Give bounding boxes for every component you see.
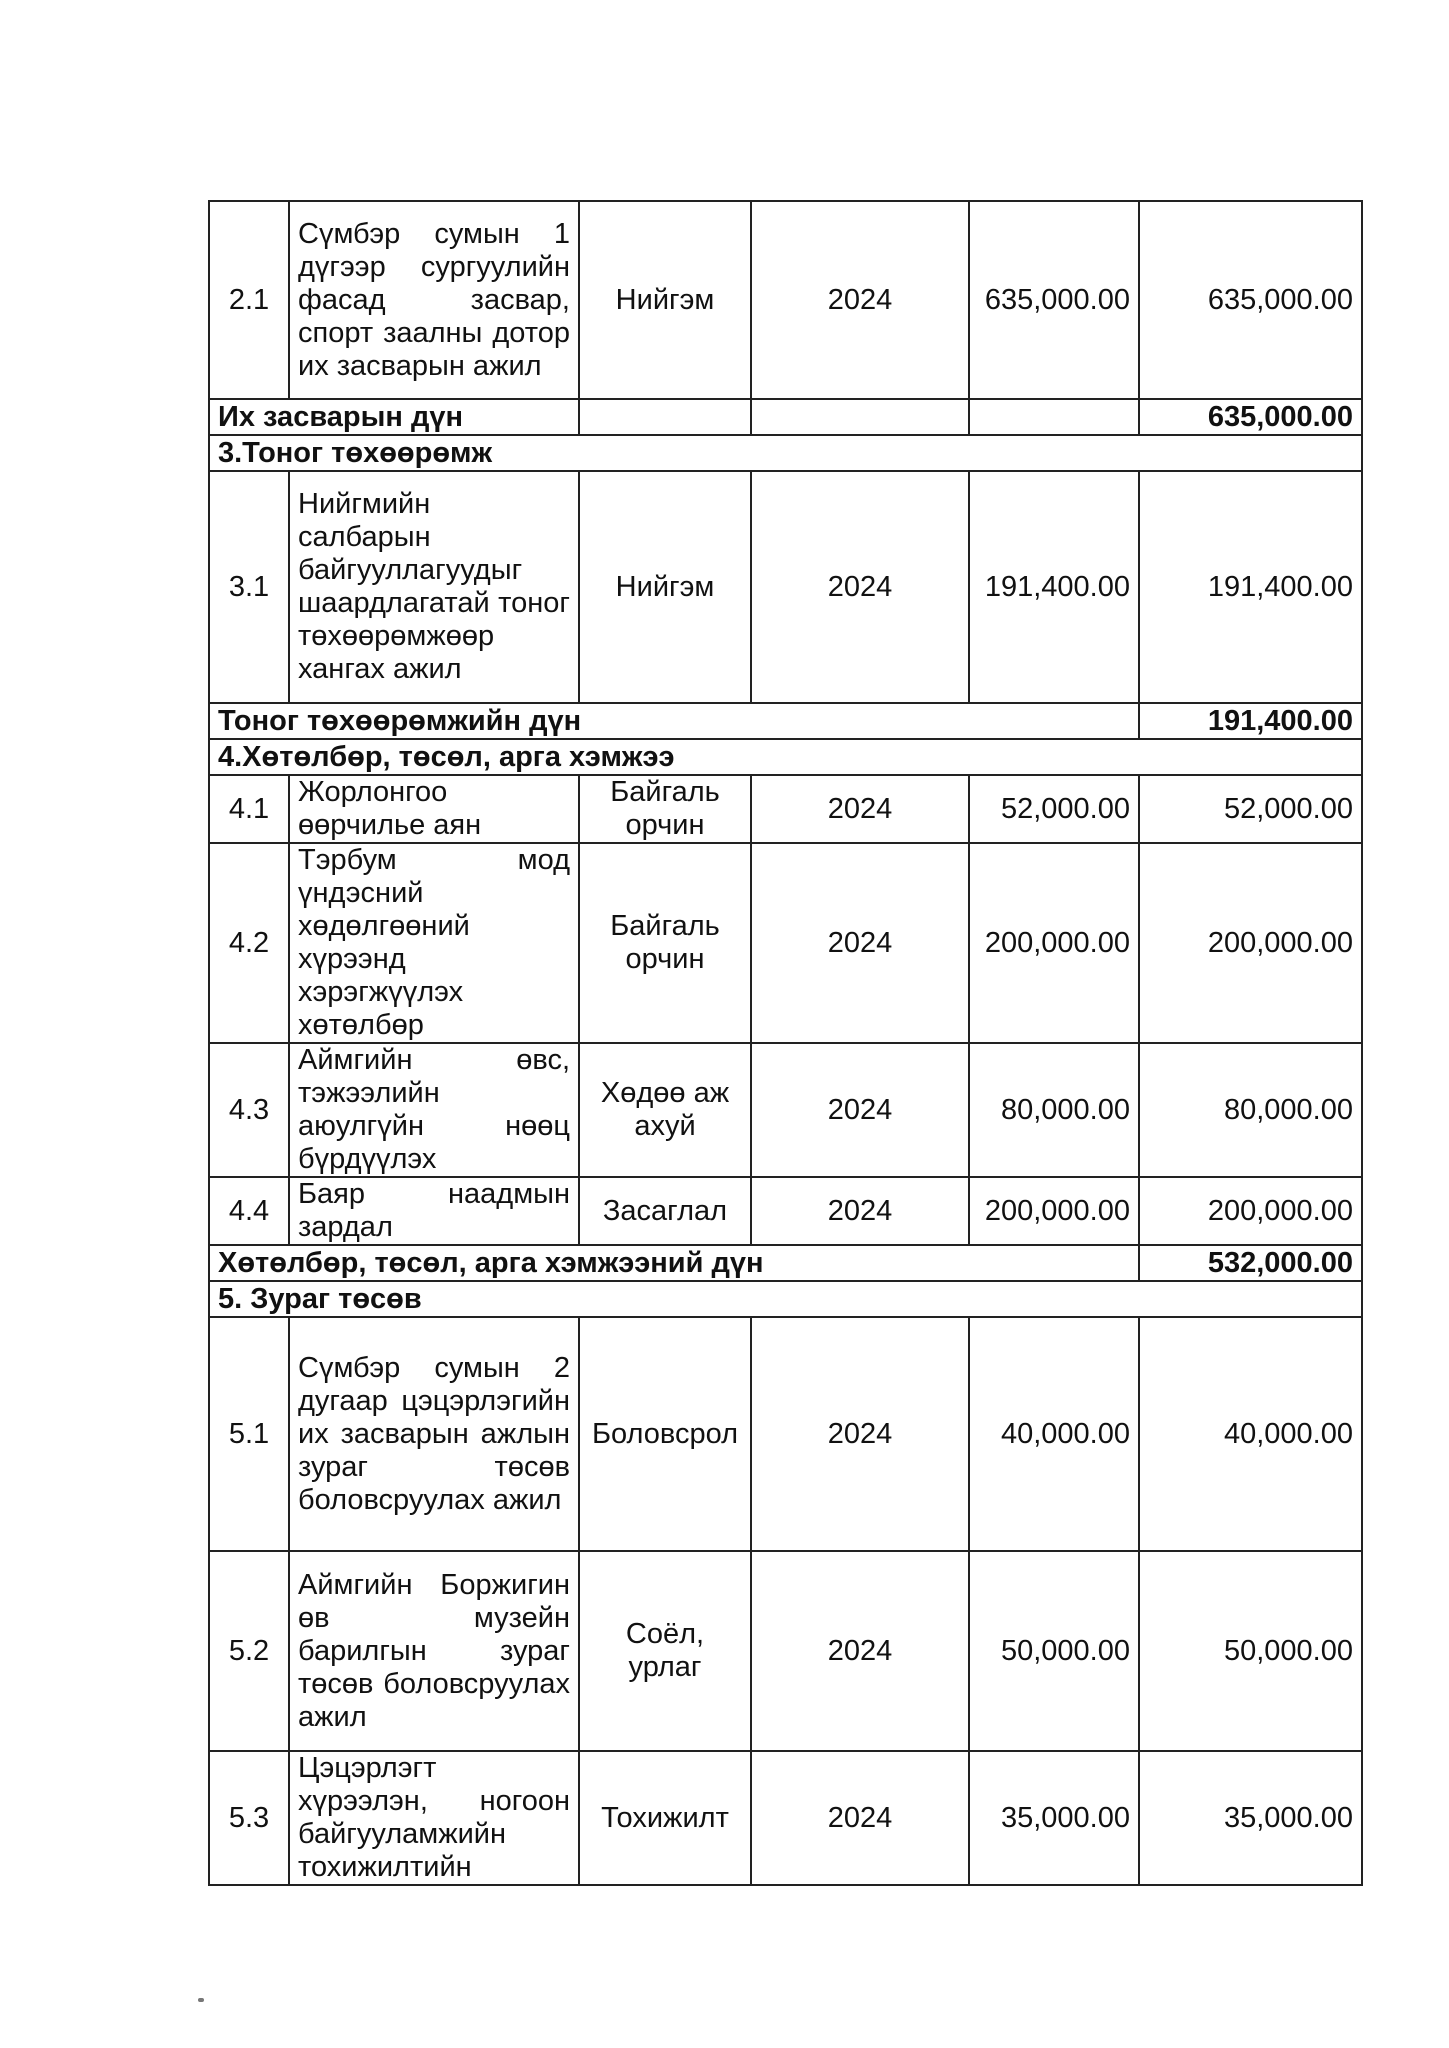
row-number: 5.1 <box>209 1317 289 1551</box>
item-year: 2024 <box>751 775 969 843</box>
table-row <box>209 775 1362 843</box>
item-total: 80,000.00 <box>1139 1043 1362 1177</box>
row-number: 2.1 <box>209 201 289 399</box>
item-name: Цэцэрлэгт хүрээлэн, ногоон байгууламжийн тохижилтийн <box>289 1751 579 1885</box>
item-amount: 191,400.00 <box>969 471 1139 703</box>
section-title: 5. Зураг төсөв <box>209 1281 1362 1317</box>
row-number: 4.4 <box>209 1177 289 1245</box>
section-title: 4.Хөтөлбөр, төсөл, арга хэмжээ <box>209 739 1362 775</box>
row-number: 4.2 <box>209 843 289 1043</box>
item-year: 2024 <box>751 843 969 1043</box>
item-name: Баяр наадмын зардал <box>289 1177 579 1245</box>
item-total: 191,400.00 <box>1139 471 1362 703</box>
subtotal-label: Хөтөлбөр, төсөл, арга хэмжээний дүн <box>209 1245 1139 1281</box>
section-header-row <box>209 1281 1362 1317</box>
item-year: 2024 <box>751 201 969 399</box>
item-sector: Нийгэм <box>579 471 751 703</box>
table-row <box>209 1751 1362 1885</box>
subtotal-value: 532,000.00 <box>1139 1245 1362 1281</box>
subtotal-value: 635,000.00 <box>1139 399 1362 435</box>
item-name: Нийгмийн салбарын байгууллагуудыг шаардлагатай тоног төхөөрөмжөөр хангах ажил <box>289 471 579 703</box>
budget-table <box>208 200 1363 1886</box>
item-amount: 35,000.00 <box>969 1751 1139 1885</box>
subtotal-label: Тоног төхөөрөмжийн дүн <box>209 703 1139 739</box>
item-name: Аймгийн Боржигин өв музейн барилгын зураг төсөв боловсруулах ажил <box>289 1551 579 1751</box>
item-year: 2024 <box>751 1317 969 1551</box>
item-total: 50,000.00 <box>1139 1551 1362 1751</box>
row-number: 5.3 <box>209 1751 289 1885</box>
item-amount: 80,000.00 <box>969 1043 1139 1177</box>
item-total: 35,000.00 <box>1139 1751 1362 1885</box>
item-sector: Тохижилт <box>579 1751 751 1885</box>
item-name: Сүмбэр сумын 1 дүгээр сургуулийн фасад засвар, спорт заалны дотор их засварын ажил <box>289 201 579 399</box>
item-name: Сүмбэр сумын 2 дугаар цэцэрлэгийн их засварын ажлын зураг төсөв боловсруулах ажил <box>289 1317 579 1551</box>
scan-speck <box>198 1998 204 2002</box>
section-header-row <box>209 739 1362 775</box>
subtotal-row <box>209 1245 1362 1281</box>
item-year: 2024 <box>751 1751 969 1885</box>
table-row <box>209 201 1362 399</box>
item-total: 200,000.00 <box>1139 1177 1362 1245</box>
item-total: 40,000.00 <box>1139 1317 1362 1551</box>
item-sector: Хөдөө аж ахуй <box>579 1043 751 1177</box>
item-year: 2024 <box>751 1551 969 1751</box>
section-title: 3.Тоног төхөөрөмж <box>209 435 1362 471</box>
item-year: 2024 <box>751 471 969 703</box>
subtotal-value: 191,400.00 <box>1139 703 1362 739</box>
item-sector: Байгаль орчин <box>579 775 751 843</box>
table-row <box>209 1317 1362 1551</box>
section-header-row <box>209 435 1362 471</box>
item-name: Тэрбум мод үндэсний хөдөлгөөний хүрээнд хэрэгжүүлэх хөтөлбөр <box>289 843 579 1043</box>
row-number: 3.1 <box>209 471 289 703</box>
row-number: 4.1 <box>209 775 289 843</box>
item-amount: 50,000.00 <box>969 1551 1139 1751</box>
item-total: 635,000.00 <box>1139 201 1362 399</box>
item-sector: Засаглал <box>579 1177 751 1245</box>
table-row <box>209 1043 1362 1177</box>
table-row <box>209 471 1362 703</box>
row-number: 5.2 <box>209 1551 289 1751</box>
item-sector: Байгаль орчин <box>579 843 751 1043</box>
item-total: 52,000.00 <box>1139 775 1362 843</box>
item-name: Аймгийн өвс, тэжээлийн аюулгүйн нөөц бүрдүүлэх <box>289 1043 579 1177</box>
item-year: 2024 <box>751 1177 969 1245</box>
subtotal-label: Их засварын дүн <box>209 399 579 435</box>
row-number: 4.3 <box>209 1043 289 1177</box>
item-year: 2024 <box>751 1043 969 1177</box>
table-row <box>209 1551 1362 1751</box>
item-amount: 52,000.00 <box>969 775 1139 843</box>
subtotal-row <box>209 399 1362 435</box>
item-sector: Боловсрол <box>579 1317 751 1551</box>
item-sector: Нийгэм <box>579 201 751 399</box>
table-row <box>209 843 1362 1043</box>
table-row <box>209 1177 1362 1245</box>
item-amount: 200,000.00 <box>969 843 1139 1043</box>
item-total: 200,000.00 <box>1139 843 1362 1043</box>
item-amount: 635,000.00 <box>969 201 1139 399</box>
item-amount: 200,000.00 <box>969 1177 1139 1245</box>
item-amount: 40,000.00 <box>969 1317 1139 1551</box>
subtotal-row <box>209 703 1362 739</box>
item-name: Жорлонгоо өөрчилье аян <box>289 775 579 843</box>
item-sector: Соёл, урлаг <box>579 1551 751 1751</box>
